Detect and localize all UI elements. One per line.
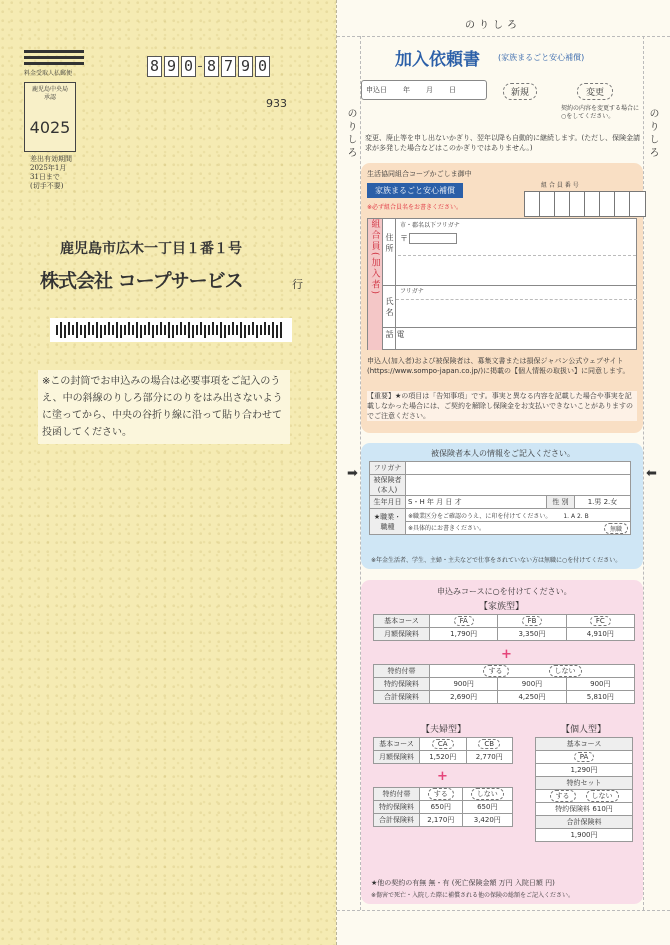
- approval-label: 承認: [43, 94, 56, 101]
- rider-fee-fc: 900円: [566, 678, 634, 691]
- zip-digit: 9: [164, 56, 179, 77]
- price-ca: 1,520円: [420, 751, 467, 764]
- couple-title: 【夫婦型】: [421, 725, 467, 735]
- family-rider-label: 特約付帯: [374, 665, 430, 678]
- course-cb-option[interactable]: CB: [478, 739, 500, 749]
- applicant-side-label: 組合員(加入者): [368, 219, 382, 350]
- individual-base-label: 基本コース: [536, 738, 633, 751]
- glue-border: [337, 910, 670, 911]
- recipient-company: 株式会社 コープサービス: [40, 270, 243, 292]
- form-subtitle: (家族まるごと安心補償): [498, 53, 585, 62]
- permit-label: 料金受取人払郵便: [24, 70, 73, 77]
- zip-digit: 8: [204, 56, 219, 77]
- family-course-table: [373, 614, 635, 641]
- job-class-input[interactable]: [406, 509, 631, 522]
- family-monthly-label: 月額保険料: [374, 628, 430, 641]
- couple-rider-no[interactable]: しない: [471, 788, 504, 800]
- name-line: [396, 299, 637, 300]
- phone-label: 電話: [385, 330, 405, 341]
- address-hint: 市・郡名以下フリガナ: [400, 222, 460, 229]
- job-detail-input[interactable]: [406, 522, 631, 535]
- couple-monthly-label: 月額保険料: [374, 751, 420, 764]
- couple-total-label: 合計保険料: [374, 814, 420, 827]
- no-job-option[interactable]: 無職: [604, 523, 628, 534]
- family-title: 【家族型】: [479, 602, 525, 612]
- family-rider-fee-label: 特約保険料: [374, 678, 430, 691]
- sex-input[interactable]: 1.男 2.女: [575, 496, 631, 509]
- phone-cell: [382, 327, 405, 350]
- important-notice: 【重要】★の項目は「告知事項」です。事実と異なる内容を記載した場合や事実を記載しなかった場合には、ご契約を解除し保険金をお支払いできないことがありますのでご注意ください。: [367, 391, 637, 421]
- validity: [30, 155, 72, 191]
- birthdate-input[interactable]: S・H 年 月 日 才: [406, 496, 547, 509]
- family-rider-yes[interactable]: する: [483, 665, 509, 677]
- individual-table: [535, 737, 633, 842]
- date-month: 月: [426, 86, 433, 94]
- total-cb: 3,420円: [462, 814, 512, 827]
- total-pa: 1,900円: [536, 829, 633, 842]
- individual-rider-no[interactable]: しない: [586, 790, 619, 802]
- member-note: ※必ず組合員名をお書きください。: [367, 204, 463, 211]
- date-label: 申込日: [366, 86, 387, 94]
- permit-stamp: [24, 82, 76, 152]
- recipient-address: 鹿児島市広木一丁目１番１号: [60, 241, 242, 257]
- price-fc: 4,910円: [566, 628, 634, 641]
- barcode: [50, 318, 292, 342]
- total-fa: 2,690円: [430, 691, 498, 704]
- member-number-field[interactable]: [524, 191, 646, 217]
- couple-rider-fee-label: 特約保険料: [374, 801, 420, 814]
- validity-line: 31日まで: [30, 173, 60, 181]
- application-form: [337, 0, 670, 945]
- applicant-section: [361, 163, 643, 433]
- job-detail-note: ※具体的にお書きください。: [408, 524, 486, 532]
- family-base-label: 基本コース: [374, 615, 430, 628]
- furigana-label: フリガナ: [400, 288, 424, 295]
- sex-label: 性 別: [547, 496, 575, 509]
- validity-line: 差出有効期間: [30, 155, 72, 163]
- job-label: ★職業・職種: [370, 509, 406, 535]
- price-pa: 1,290円: [536, 764, 633, 777]
- office-name: 鹿児島中央局: [31, 86, 68, 93]
- furigana-row-label: フリガナ: [370, 462, 406, 475]
- rider-fee-ca: 650円: [420, 801, 463, 814]
- course-fa-option[interactable]: FA: [454, 616, 474, 626]
- change-note: 契約の内容を変更する場合に○をしてください。: [561, 105, 640, 120]
- change-option[interactable]: 変更: [577, 83, 613, 100]
- couple-rider-yes[interactable]: する: [428, 788, 454, 800]
- date-year: 年: [403, 86, 410, 94]
- postal-input[interactable]: [409, 233, 457, 244]
- insured-name-input[interactable]: [406, 475, 631, 496]
- zip-code: [147, 56, 270, 77]
- postal-mark: 〒: [400, 234, 408, 243]
- insured-name-label: 被保険者(本人): [370, 475, 406, 496]
- course-title: 申込みコースに○を付けてください。: [437, 587, 572, 596]
- new-option[interactable]: 新規: [503, 83, 537, 100]
- individual-title: 【個人型】: [561, 725, 607, 735]
- course-ca-option[interactable]: CA: [432, 739, 454, 749]
- applicant-table: [367, 218, 637, 350]
- course-pa-option[interactable]: PA: [574, 752, 595, 762]
- individual-total-label: 合計保険料: [536, 816, 633, 829]
- rider-fee-cb: 650円: [462, 801, 512, 814]
- renewal-note: 変更、廃止等を申し出ないかぎり、翌年以降も自動的に継続します。(ただし、保険金請求が多発した場合などはこのかぎりではありません。): [365, 134, 641, 152]
- validity-line: (切手不要): [30, 182, 64, 190]
- glue-border: [643, 36, 644, 910]
- mailing-instruction: ※この封筒でお申込みの場合は必要事項をご記入のうえ、中の斜線のりしろ部分にのりをはみ出さないように塗ってから、中央の谷折り線に沿って貼り合わせて投函してください。: [38, 370, 290, 444]
- course-fb-option[interactable]: FB: [522, 616, 543, 626]
- birthdate-label: 生年月日: [370, 496, 406, 509]
- total-fc: 5,810円: [566, 691, 634, 704]
- student-note: ※年金生活者、学生、主婦・主夫などで仕事をされていない方は無職に○を付けてください。: [371, 557, 622, 564]
- price-fb: 3,350円: [498, 628, 566, 641]
- application-date-field[interactable]: [361, 80, 487, 100]
- furigana-input[interactable]: [406, 462, 631, 475]
- total-fb: 4,250円: [498, 691, 566, 704]
- job-note: ※職業区分をご確認のうえ、に印を付けてください。: [408, 512, 552, 520]
- other-policy-note: ※傷害で死亡・入院した際に補償される他の保険の総額をご記入ください。: [371, 892, 575, 899]
- glue-area-right: のりしろ: [647, 108, 658, 160]
- couple-rider-label: 特約付帯: [374, 788, 420, 801]
- individual-rider-yes[interactable]: する: [550, 790, 576, 802]
- price-cb: 2,770円: [466, 751, 513, 764]
- row-divider: [382, 327, 637, 328]
- couple-base-label: 基本コース: [374, 738, 420, 751]
- name-cell: [382, 285, 396, 327]
- plus-icon: +: [501, 647, 512, 662]
- consent-text: 申込人(加入者)および被保険者は、募集文書または損保ジャパン公式ウェブサイト(https://www.sompo-japan.co.jp/)に掲載の【個人情報の取扱い】に同意します。: [367, 357, 630, 375]
- date-day: 日: [449, 86, 456, 94]
- glue-area-top: のりしろ: [465, 20, 521, 31]
- member-no-label: 組 合 員 番 号: [541, 182, 579, 189]
- form-title: 加入依頼書: [395, 50, 480, 70]
- rider-fee-fa: 900円: [430, 678, 498, 691]
- zip-digit: 0: [181, 56, 196, 77]
- zip-digit: 0: [255, 56, 270, 77]
- couple-course-table: [373, 737, 513, 764]
- course-fc-option[interactable]: FC: [590, 616, 611, 626]
- total-ca: 2,170円: [420, 814, 463, 827]
- fold-arrow-icon: ➡: [347, 466, 358, 481]
- name-label: 氏名: [385, 297, 394, 319]
- course-section: [361, 580, 643, 904]
- zip-digit: 7: [221, 56, 236, 77]
- family-rider-no[interactable]: しない: [549, 665, 582, 677]
- individual-rider-fee-label: 特約保険料: [555, 805, 591, 813]
- insured-title: 被保険者本人の情報をご記入ください。: [431, 449, 575, 458]
- insured-section: [361, 443, 643, 569]
- individual-rider-fee: [536, 803, 633, 816]
- fold-arrow-icon: ⬅: [646, 466, 657, 481]
- permit-number: 4025: [29, 118, 71, 137]
- address-label: 住所: [385, 233, 394, 255]
- family-total-label: 合計保険料: [374, 691, 430, 704]
- family-rider-table: [373, 664, 635, 704]
- plus-icon: +: [437, 769, 448, 784]
- address-cell: [382, 219, 396, 285]
- glue-border: [337, 36, 670, 37]
- address-line: [398, 255, 636, 256]
- postage-marks: [24, 50, 84, 68]
- validity-line: 2025年1月: [30, 164, 67, 172]
- coop-addressee: 生活協同組合コープかごしま御中: [367, 170, 472, 178]
- zip-digit: 9: [238, 56, 253, 77]
- individual-rider-label: 特約セット: [536, 777, 633, 790]
- couple-rider-table: [373, 787, 513, 827]
- zip-digit: 8: [147, 56, 162, 77]
- price-fa: 1,790円: [430, 628, 498, 641]
- plan-badge: 家族まるごと安心補償: [367, 183, 463, 198]
- recipient-suffix: 行: [292, 278, 303, 291]
- rider-fee-pa: 610円: [592, 805, 613, 813]
- insured-table: [369, 461, 631, 535]
- rider-fee-fb: 900円: [498, 678, 566, 691]
- row-divider: [382, 285, 637, 286]
- other-policy-field[interactable]: ★他の契約の有無 無・有 (死亡保険金額 万円 入院日額 円): [371, 879, 555, 887]
- glue-area-left: のりしろ: [345, 108, 356, 160]
- route-code: 933: [266, 97, 287, 110]
- job-values: 1. A 2. B: [563, 512, 589, 520]
